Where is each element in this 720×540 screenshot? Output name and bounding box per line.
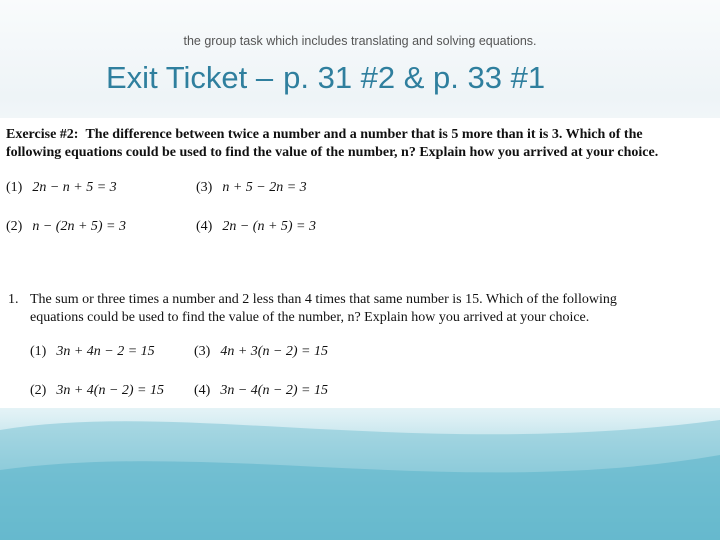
problem-1-stem — [30, 291, 617, 327]
option-number: (1) — [6, 180, 23, 195]
problem-1-option-1 — [30, 344, 155, 360]
option-number: (2) — [30, 383, 47, 398]
option-expression: 3n + 4n − 2 = 15 — [56, 344, 155, 359]
problem-1-line2: equations could be used to find the value of the number, n? Explain how you arrived at your choice. — [30, 310, 590, 325]
slide-title — [106, 60, 545, 96]
exercise-2-panel — [0, 118, 720, 274]
problem-1-number: 1. — [8, 292, 19, 307]
option-expression: 2n − (n + 5) = 3 — [222, 219, 316, 234]
problem-1-panel — [0, 280, 720, 408]
exercise-2-option-3 — [196, 180, 307, 196]
exercise-2-option-4 — [196, 219, 316, 235]
option-number: (3) — [196, 180, 213, 195]
option-number: (4) — [196, 219, 213, 234]
problem-1-option-3 — [194, 344, 328, 360]
exercise-2-label: Exercise #2: — [6, 127, 79, 142]
option-number: (2) — [6, 219, 23, 234]
option-expression: n + 5 − 2n = 3 — [222, 180, 307, 195]
option-expression: 3n − 4(n − 2) = 15 — [220, 383, 328, 398]
exercise-2-line1: The difference between twice a number and a number that is 5 more than it is 3. Which of the — [85, 127, 643, 142]
option-expression: 2n − n + 5 = 3 — [32, 180, 117, 195]
option-expression: n − (2n + 5) = 3 — [32, 219, 126, 234]
slide-subtitle: the group task which includes translating and solving equations. — [183, 34, 537, 48]
problem-1-option-2 — [30, 383, 164, 399]
exercise-2-option-2 — [6, 219, 126, 235]
problem-1-option-4 — [194, 383, 328, 399]
exercise-2-option-1 — [6, 180, 117, 196]
option-number: (4) — [194, 383, 211, 398]
title-rest: p. 31 #2 & p. 33 #1 — [283, 60, 546, 95]
option-number: (1) — [30, 344, 47, 359]
exercise-2-line2: following equations could be used to find the value of the number, n? Explain how you arrived at your choice. — [6, 145, 659, 160]
option-expression: 4n + 3(n − 2) = 15 — [220, 344, 328, 359]
decorative-wave — [0, 400, 720, 540]
exercise-2-stem — [6, 126, 658, 162]
problem-1-line1: The sum or three times a number and 2 less than 4 times that same number is 15. Which of the following — [30, 292, 617, 307]
title-main: Exit Ticket – — [106, 60, 274, 95]
option-number: (3) — [194, 344, 211, 359]
option-expression: 3n + 4(n − 2) = 15 — [56, 383, 164, 398]
